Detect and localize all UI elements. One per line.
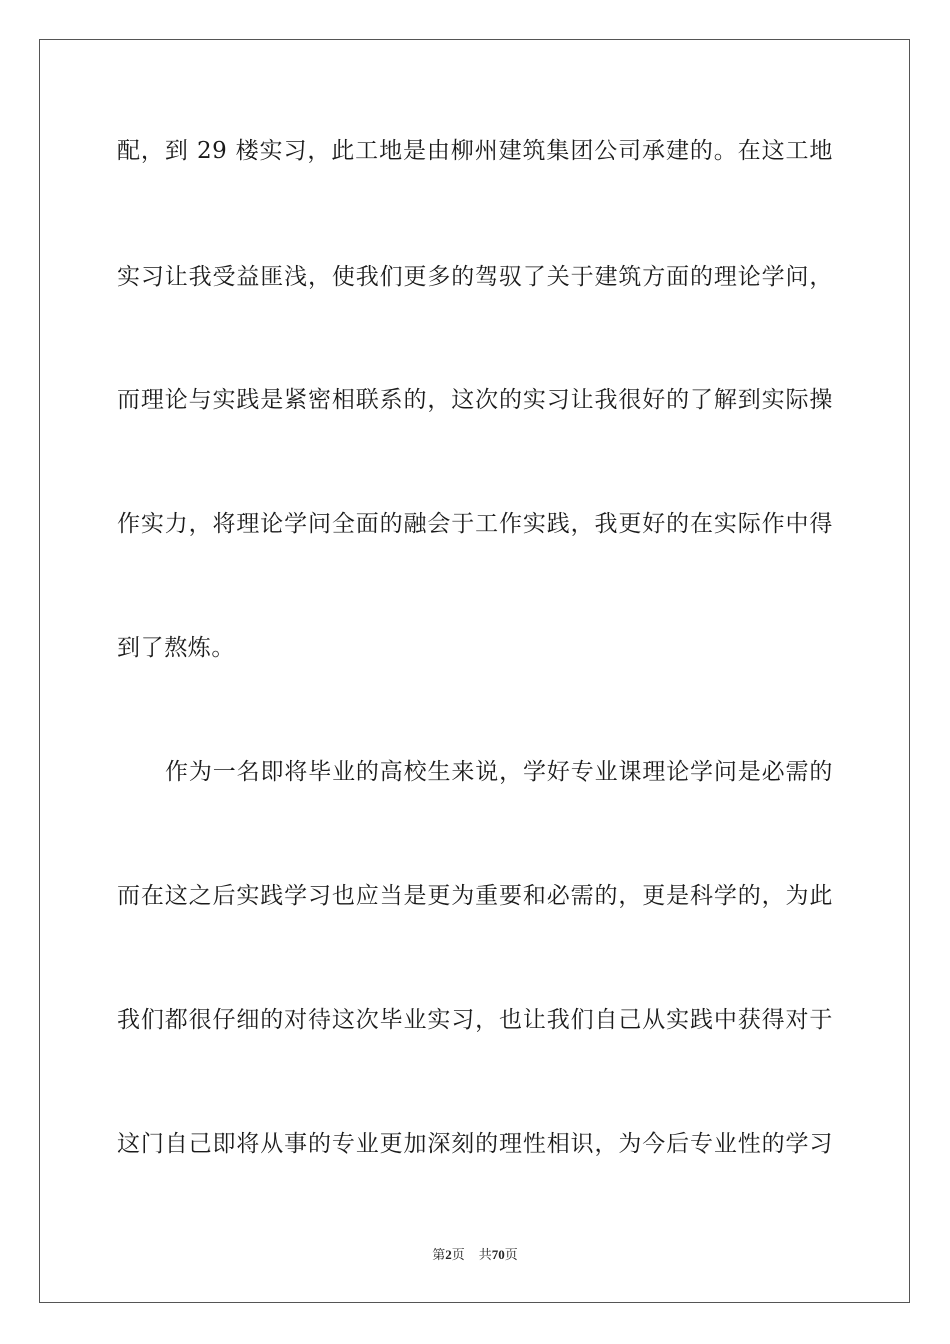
body-line-7: 而在这之后实践学习也应当是更为重要和必需的，更是科学的，为此 (117, 883, 833, 909)
body-line-9: 这门自己即将从事的专业更加深刻的理性相识，为今后专业性的学习 (117, 1131, 833, 1157)
footer-page-prefix: 第 (432, 1247, 446, 1262)
page-frame (39, 39, 910, 1303)
body-line-6: 作为一名即将毕业的高校生来说，学好专业课理论学问是必需的 (165, 759, 833, 785)
body-line-4: 作实力，将理论学问全面的融会于工作实践，我更好的在实际作中得 (117, 511, 833, 537)
footer-page-number: 2 (445, 1247, 452, 1262)
body-line-8: 我们都很仔细的对待这次毕业实习，也让我们自己从实践中获得对于 (117, 1007, 833, 1033)
body-line-2: 实习让我受益匪浅，使我们更多的驾驭了关于建筑方面的理论学问， (117, 264, 833, 290)
footer-total-pages: 70 (491, 1247, 505, 1262)
body-line-3: 而理论与实践是紧密相联系的，这次的实习让我很好的了解到实际操 (117, 387, 833, 413)
body-line-5: 到了熬炼。 (117, 635, 235, 661)
page-footer (0, 1246, 950, 1264)
footer-total-suffix: 页 (504, 1247, 518, 1262)
footer-page-suffix: 页 (451, 1247, 465, 1262)
body-line-1: 配，到 29 楼实习，此工地是由柳州建筑集团公司承建的。在这工地 (117, 138, 833, 164)
footer-total-prefix: 共 (478, 1247, 492, 1262)
